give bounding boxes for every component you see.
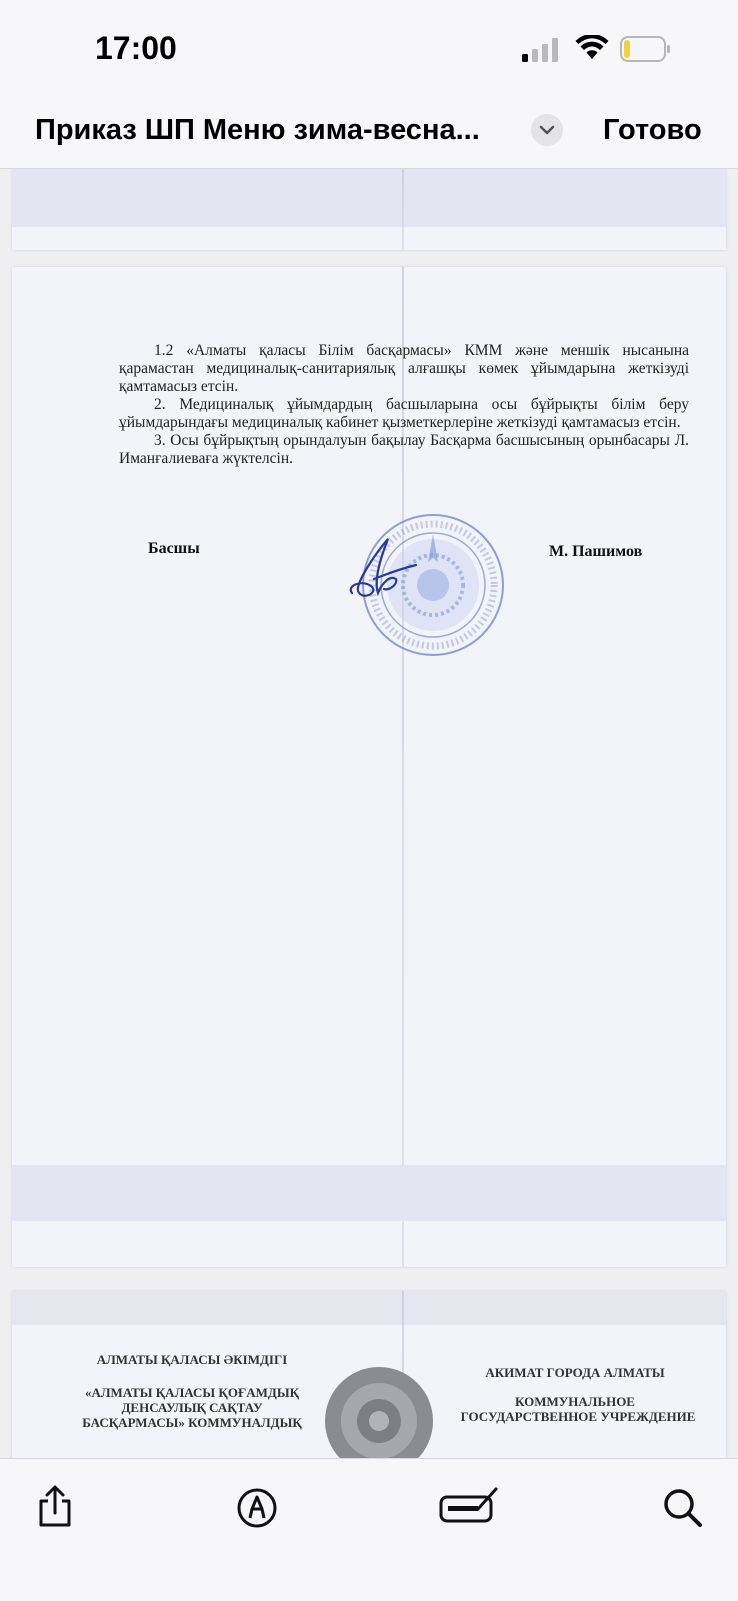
markup-icon[interactable] xyxy=(236,1487,278,1529)
header-left-line-2: «АЛМАТЫ ҚАЛАСЫ ҚОҒАМДЫҚ xyxy=(84,1385,300,1400)
battery-icon xyxy=(620,36,672,62)
document-page-3 xyxy=(12,1291,726,1458)
header-right-line-1: АКИМАТ ГОРОДА АЛМАТЫ xyxy=(485,1365,665,1380)
document-body xyxy=(119,342,689,468)
signature-icon[interactable] xyxy=(438,1485,500,1525)
header-left-line-1: АЛМАТЫ ҚАЛАСЫ ӘКІМДІГІ xyxy=(96,1352,288,1367)
header-right-line-2: КОММУНАЛЬНОЕ xyxy=(515,1394,635,1409)
handwritten-signature-icon xyxy=(344,535,424,605)
chevron-down-icon xyxy=(539,125,555,135)
paragraph-2: 2. Медициналық ұйымдардың басшыларына осы бұйрықты білім беру ұйымдарындағы медициналық кабинет қызметкерлеріне жеткізуді қамтамасыз етсін. xyxy=(119,396,689,431)
header-right-line-3: ГОСУДАРСТВЕННОЕ УЧРЕЖДЕНИЕ xyxy=(460,1409,696,1424)
cellular-signal-icon xyxy=(522,38,562,62)
document-page-1 xyxy=(12,169,726,250)
header-left-line-3: ДЕНСАУЛЫҚ САҚТАУ xyxy=(121,1400,263,1415)
done-button[interactable]: Готово xyxy=(603,114,702,146)
bottom-toolbar xyxy=(0,1458,738,1601)
state-emblem-icon xyxy=(324,1363,434,1458)
paragraph-3: 3. Осы бұйрықтың орындалуын бақылау Басқарма басшысының орынбасары Л. Иманғалиеваға жүктелсін. xyxy=(119,432,689,467)
header-left-line-4: БАСҚАРМАСЫ» КОММУНАЛДЫҚ xyxy=(82,1415,302,1430)
signatory-name: М. Пашимов xyxy=(549,543,643,560)
status-bar xyxy=(0,0,738,96)
scan-shadow xyxy=(12,1165,726,1221)
paragraph-1-2: 1.2 «Алматы қаласы Білім басқармасы» КММ және меншік нысанына қарамастан медициналық-санитариялық алғашқы көмек ұйымдарына жеткізуді қамтамасыз етсін. xyxy=(119,342,689,395)
scan-shadow xyxy=(12,169,726,227)
title-menu-button[interactable] xyxy=(531,114,563,146)
page-fold xyxy=(402,169,404,250)
document-viewer[interactable] xyxy=(0,169,738,1458)
navigation-bar xyxy=(0,96,738,169)
share-icon[interactable] xyxy=(36,1485,74,1529)
document-page-2 xyxy=(12,267,726,1267)
wifi-icon xyxy=(575,35,609,61)
scan-shadow xyxy=(12,1291,726,1325)
document-title[interactable]: Приказ ШП Меню зима-весна... xyxy=(35,114,480,146)
search-icon[interactable] xyxy=(662,1487,704,1529)
status-time: 17:00 xyxy=(95,30,177,66)
signatory-title: Басшы xyxy=(148,540,200,557)
